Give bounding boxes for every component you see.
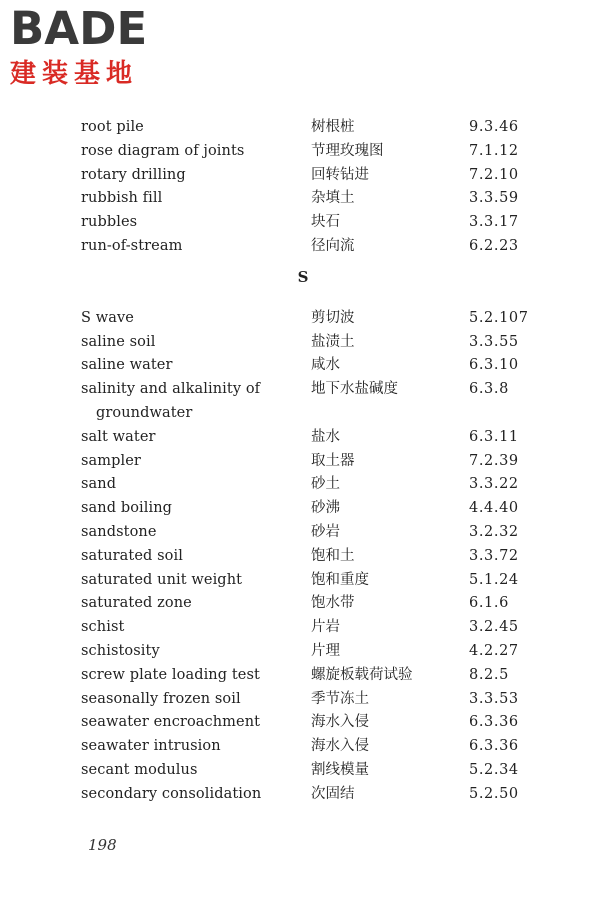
entry-section-code: 4.2.27 bbox=[469, 642, 519, 659]
entry-term bbox=[81, 640, 281, 664]
glossary-list bbox=[0, 116, 600, 807]
entry-term-text: seawater encroachment bbox=[81, 714, 261, 731]
entry-term-text: secondary consolidation bbox=[81, 785, 262, 802]
glossary-entry bbox=[0, 521, 600, 545]
entry-term bbox=[81, 545, 281, 569]
entry-section-code: 6.3.8 bbox=[469, 381, 509, 398]
entry-term bbox=[81, 354, 281, 378]
entry-term-text: schist bbox=[81, 619, 125, 636]
entry-section-code: 3.3.17 bbox=[469, 214, 519, 231]
entry-section-code: 3.2.45 bbox=[469, 619, 519, 636]
entry-term bbox=[81, 140, 281, 164]
entry-term bbox=[81, 307, 281, 331]
entry-section-code: 6.2.23 bbox=[469, 237, 519, 254]
glossary-entry bbox=[0, 664, 600, 688]
logo-word: BADE bbox=[10, 2, 148, 55]
entry-chinese: 剪切波 bbox=[311, 309, 355, 326]
entry-term-text: saline soil bbox=[81, 333, 156, 350]
glossary-group-s bbox=[0, 307, 600, 807]
entry-chinese: 饱和土 bbox=[311, 547, 355, 564]
entry-term bbox=[81, 187, 281, 211]
entry-section-code: 6.3.11 bbox=[469, 428, 519, 445]
entry-chinese: 盐渍土 bbox=[311, 333, 355, 350]
entry-section-code: 7.1.12 bbox=[469, 142, 519, 159]
entry-chinese: 次固结 bbox=[311, 785, 355, 802]
entry-term bbox=[81, 711, 281, 735]
entry-chinese: 季节冻土 bbox=[311, 690, 369, 707]
entry-term-text: S wave bbox=[81, 309, 134, 326]
glossary-entry bbox=[0, 426, 600, 450]
entry-chinese: 咸水 bbox=[311, 357, 340, 374]
glossary-entry bbox=[0, 569, 600, 593]
glossary-entry bbox=[0, 211, 600, 235]
entry-term bbox=[81, 450, 281, 474]
entry-chinese: 砂土 bbox=[311, 476, 340, 493]
entry-chinese: 块石 bbox=[311, 214, 340, 231]
entry-term-text: sand bbox=[81, 476, 117, 493]
entry-term-text: sand boiling bbox=[81, 500, 173, 517]
glossary-entry bbox=[0, 187, 600, 211]
entry-section-code: 6.1.6 bbox=[469, 595, 509, 612]
entry-term bbox=[81, 735, 281, 759]
entry-term bbox=[81, 164, 281, 188]
entry-section-code: 6.3.36 bbox=[469, 738, 519, 755]
glossary-entry bbox=[0, 735, 600, 759]
glossary-entry bbox=[0, 616, 600, 640]
glossary-entry bbox=[0, 688, 600, 712]
entry-chinese: 砂沸 bbox=[311, 500, 340, 517]
entry-term bbox=[81, 473, 281, 497]
entry-term-text: saturated zone bbox=[81, 595, 192, 612]
glossary-entry bbox=[0, 592, 600, 616]
entry-term bbox=[81, 521, 281, 545]
logo bbox=[10, 2, 180, 90]
glossary-entry bbox=[0, 711, 600, 735]
entry-section-code: 5.2.107 bbox=[469, 309, 529, 326]
entry-section-code: 3.3.59 bbox=[469, 190, 519, 207]
glossary-entry bbox=[0, 164, 600, 188]
entry-chinese: 树根桩 bbox=[311, 119, 355, 135]
glossary-entry bbox=[0, 759, 600, 783]
entry-chinese: 片理 bbox=[311, 642, 340, 659]
entry-chinese: 径向流 bbox=[311, 237, 355, 254]
glossary-entry bbox=[0, 473, 600, 497]
glossary-entry bbox=[0, 307, 600, 331]
entry-section-code: 6.3.36 bbox=[469, 714, 519, 731]
entry-section-code: 5.2.34 bbox=[469, 761, 519, 778]
entry-term-text: salinity and alkalinity of bbox=[81, 381, 261, 398]
entry-chinese: 取土器 bbox=[311, 452, 355, 469]
entry-section-code: 9.3.46 bbox=[469, 119, 519, 135]
entry-term bbox=[81, 497, 281, 521]
entry-term-text: sampler bbox=[81, 452, 141, 469]
entry-term bbox=[81, 688, 281, 712]
entry-term-text: sandstone bbox=[81, 523, 157, 540]
entry-section-code: 5.2.50 bbox=[469, 785, 519, 802]
entry-chinese: 海水入侵 bbox=[311, 738, 369, 755]
entry-term-text: schistosity bbox=[81, 642, 160, 659]
logo-subtitle: 建装基地 bbox=[10, 59, 139, 89]
entry-term bbox=[81, 116, 281, 140]
entry-term-text: saturated unit weight bbox=[81, 571, 243, 588]
glossary-entry bbox=[0, 450, 600, 474]
glossary-entry bbox=[0, 378, 600, 426]
entry-term bbox=[81, 592, 281, 616]
section-letter: S bbox=[297, 267, 309, 286]
entry-term bbox=[81, 235, 281, 259]
page-number: 198 bbox=[88, 836, 117, 854]
entry-term-text: saturated soil bbox=[81, 547, 183, 564]
entry-section-code: 6.3.10 bbox=[469, 357, 519, 374]
entry-term bbox=[81, 569, 281, 593]
entry-term-text: root pile bbox=[81, 119, 144, 135]
entry-section-code: 3.3.53 bbox=[469, 690, 519, 707]
entry-term-text: secant modulus bbox=[81, 761, 198, 778]
glossary-entry bbox=[0, 783, 600, 807]
entry-chinese: 海水入侵 bbox=[311, 714, 369, 731]
entry-term-text: screw plate loading test bbox=[81, 666, 260, 683]
glossary-entry bbox=[0, 545, 600, 569]
entry-chinese: 盐水 bbox=[311, 428, 340, 445]
glossary-entry bbox=[0, 140, 600, 164]
entry-term-text: seasonally frozen soil bbox=[81, 690, 241, 707]
entry-term bbox=[81, 616, 281, 640]
glossary-entry bbox=[0, 354, 600, 378]
entry-section-code: 7.2.10 bbox=[469, 166, 519, 183]
entry-chinese: 砂岩 bbox=[311, 523, 340, 540]
entry-term-text: rose diagram of joints bbox=[81, 142, 245, 159]
entry-term-text: rubbish fill bbox=[81, 190, 163, 207]
glossary-group-r bbox=[0, 116, 600, 259]
entry-chinese: 片岩 bbox=[311, 619, 340, 636]
entry-chinese: 地下水盐碱度 bbox=[311, 381, 398, 398]
glossary-entry bbox=[0, 640, 600, 664]
entry-section-code: 3.3.22 bbox=[469, 476, 519, 493]
entry-term bbox=[81, 378, 281, 426]
entry-chinese: 割线模量 bbox=[311, 761, 369, 778]
entry-term bbox=[81, 783, 281, 807]
entry-chinese: 杂填土 bbox=[311, 190, 355, 207]
entry-term-text: rotary drilling bbox=[81, 166, 186, 183]
entry-section-code: 4.4.40 bbox=[469, 500, 519, 517]
entry-chinese: 饱和重度 bbox=[311, 571, 369, 588]
entry-section-code: 3.3.55 bbox=[469, 333, 519, 350]
entry-chinese: 节理玫瑰图 bbox=[311, 142, 384, 159]
entry-term-text: saline water bbox=[81, 357, 173, 374]
entry-chinese: 螺旋板载荷试验 bbox=[311, 666, 413, 683]
glossary-entry bbox=[0, 331, 600, 355]
entry-term bbox=[81, 759, 281, 783]
entry-section-code: 3.3.72 bbox=[469, 547, 519, 564]
glossary-entry bbox=[0, 235, 600, 259]
entry-section-code: 3.2.32 bbox=[469, 523, 519, 540]
entry-chinese: 回转钻进 bbox=[311, 166, 369, 183]
entry-term-text: seawater intrusion bbox=[81, 738, 221, 755]
entry-term-continuation: groundwater bbox=[96, 404, 193, 421]
entry-term-text: run-of-stream bbox=[81, 237, 183, 254]
entry-term bbox=[81, 211, 281, 235]
entry-term bbox=[81, 664, 281, 688]
entry-term bbox=[81, 331, 281, 355]
entry-section-code: 7.2.39 bbox=[469, 452, 519, 469]
entry-term bbox=[81, 426, 281, 450]
entry-section-code: 5.1.24 bbox=[469, 571, 519, 588]
entry-term-text: salt water bbox=[81, 428, 156, 445]
entry-chinese: 饱水带 bbox=[311, 595, 355, 612]
entry-term-text: rubbles bbox=[81, 214, 138, 231]
glossary-entry bbox=[0, 116, 600, 140]
entry-section-code: 8.2.5 bbox=[469, 666, 509, 683]
glossary-entry bbox=[0, 497, 600, 521]
